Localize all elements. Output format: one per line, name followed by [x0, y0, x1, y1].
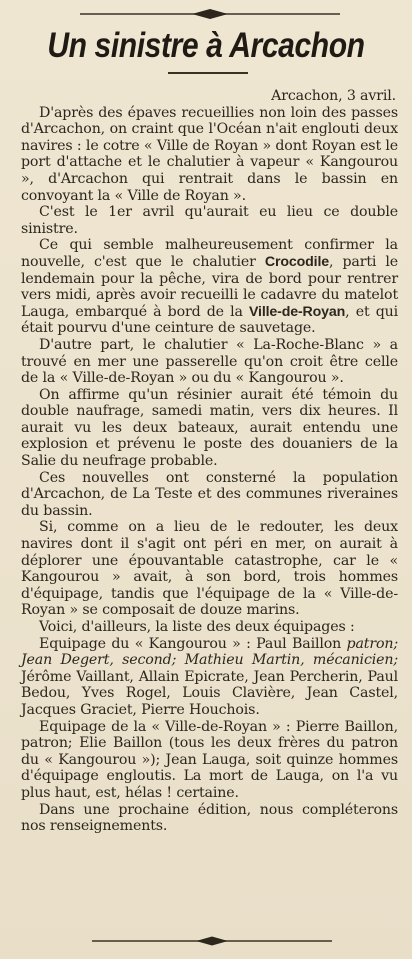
paragraph-3: Ce qui semble malheureusement confirmer la nouvelle, c'est que le chalutier Crocodile, parti le lendemain pour la pêche, vira de bord pour rentrer vers midi, après avoir recueilli le cadavre du matelot Lauga, embarqué à bord de la Ville-de-Royan, et qui était pourvu d'une ceinture de sauvetage. [21, 237, 399, 337]
crew-royan: Equipage de la « Ville-de-Royan » : Pierre Baillon, patron; Elie Baillon (tous les deux frères du patron du « Kangourou »); Jean Lauga, soit quinze hommes d'équipage engloutis. La mort de Lauga, on l'a vu plus haut, est, hélas ! certaine. [21, 718, 398, 801]
paragraph-5: On affirme qu'un résinier aurait été témoin du double naufrage, samedi matin, vers dix heures. Il aurait vu les deux bateaux, aurait entendu une explosion et prévenu le poste des douaniers de la Salie du neufrage probable. [21, 386, 398, 470]
crew-kangourou-rest: Jérôme Vaillant, Allain Epicrate, Jean Percherin, Paul Bedou, Yves Rogel, Louis Clavière, Jean Castel, Jacques Graciet, Pierre Houchois. [21, 668, 398, 718]
crew-kangourou [21, 636, 398, 719]
paragraph-2: C'est le 1er avril qu'aurait eu lieu ce double sinistre. [21, 204, 398, 237]
headline-underline [168, 72, 248, 74]
paragraph-6: Ces nouvelles ont consterné la population d'Arcachon, de La Teste et des communes riveraines du bassin. [21, 469, 398, 519]
dateline: Arcachon, 3 avril. [271, 88, 396, 104]
article-body [21, 88, 398, 835]
paragraph-7: Si, comme on a lieu de le redouter, les deux navires dont il s'agit ont péri en mer, on aurait à déplorer une épouvantable catastrophe, car le « Kangourou » avait, à son bord, trois hommes d'équipage, tandis que l'équipage de la « Ville-de-Royan » se composait de douze marins. [21, 519, 398, 619]
ornamental-rule-top [80, 8, 340, 20]
ornamental-rule-bottom [92, 935, 332, 947]
paragraph-4: D'autre part, le chalutier « La-Roche-Blanc » a trouvé en mer une passerelle qu'on croit être celle de la « Ville-de-Royan » ou du « Kangourou ». [21, 336, 398, 387]
headline: Un sinistre à Arcachon [47, 26, 365, 65]
paragraph-8: Voici, d'ailleurs, la liste des deux équipages : [39, 619, 355, 635]
paragraph-1: D'après des épaves recueillies non loin des passes d'Arcachon, on craint que l'Océan n'ait englouti deux navires : le cotre « Ville de Royan » dont Royan est le port d'attache et le chalutier à vapeur « Kangourou », d'Arcachon qui rentrait dans le bassin en convoyant la « Ville de Royan ». [21, 104, 398, 204]
crew-kangourou-intro: Equipage du « Kangourou » : Paul Baillon [39, 635, 342, 652]
closing-paragraph: Dans une prochaine édition, nous compléterons nos renseignements. [21, 801, 398, 835]
crew-kangourou-italic: patron; Jean Degert, second; Mathieu Martin, mécanicien; [21, 635, 398, 669]
